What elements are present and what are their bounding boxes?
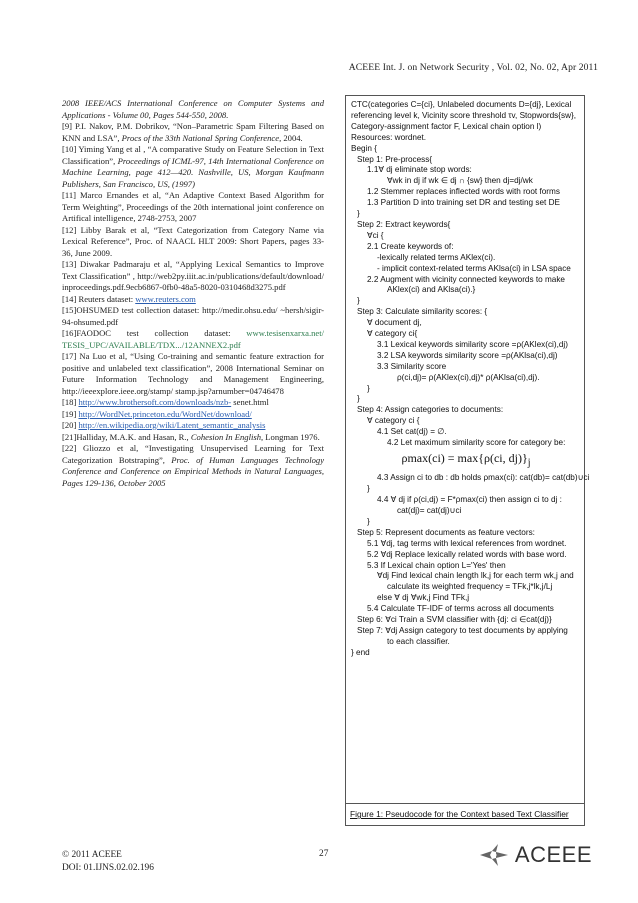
- aceee-logo-icon: [478, 842, 512, 868]
- pseudocode-line: 4.2 Let maximum similarity score for category be:: [387, 438, 566, 448]
- footer-info: [62, 849, 154, 874]
- pseudocode-line: 3.1 Lexical keywords similarity score =ρ(AKlex(ci),dj): [377, 339, 568, 349]
- references-column: [62, 98, 324, 489]
- pseudocode-line: - implicit context-related terms AKlsa(ci) in LSA space: [377, 263, 571, 273]
- reference-link[interactable]: http://en.wikipedia.org/wiki/Latent_semantic_analysis: [78, 420, 266, 430]
- reference-italic-text: 2008 IEEE/ACS International Conference on Computer Systems and Applications - Volume 00, Pages 544-550, 2008.: [62, 98, 324, 120]
- reference-text: [15]OHSUMED test collection dataset: http://medir.ohsu.edu/ ~hersh/sigir-94-ohsumed.pdf: [62, 305, 324, 327]
- pseudocode-line: }: [357, 209, 360, 219]
- pseudocode-line: Step 7: ∀dj Assign category to test documents by applying: [357, 625, 568, 635]
- pseudocode-line: cat(dj)= cat(dj)∪ci: [397, 506, 462, 516]
- pseudocode-line: 5.4 Calculate TF-IDF of terms across all documents: [367, 604, 554, 614]
- pseudocode-line: 2.2 Augment with vicinity connected keywords to make: [367, 274, 565, 284]
- pseudocode-line: Resources: wordnet.: [351, 132, 427, 142]
- pseudocode-line: 3.3 Similarity score: [377, 361, 447, 371]
- pseudocode-line: 1.3 Partition D into training set DR and testing set DE: [367, 198, 560, 208]
- reference-text: [22] Gliozzo et al, “Investigating Unsupervised Learning for Text Categorization Botstraping”,: [62, 443, 324, 465]
- reference-text: senet.html: [231, 397, 269, 407]
- pseudocode-line: ∀ci {: [367, 230, 384, 240]
- reference-r21: [62, 432, 324, 444]
- reference-r11: [62, 190, 324, 225]
- pseudocode-line: ∀ category ci{: [367, 329, 418, 339]
- pseudocode-line: }: [357, 394, 360, 404]
- reference-text: [14] Reuters dataset:: [62, 293, 136, 304]
- formula-subscript: j: [527, 457, 531, 469]
- logo-text: ACEEE: [514, 842, 592, 867]
- reference-text: [20]: [62, 420, 79, 430]
- pseudocode-line: ∀wk in dj if wk ∈ dj ∩ {sw} then dj=dj/wk: [387, 176, 533, 186]
- reference-link[interactable]: http://www.brothersoft.com/downloads/nzb-: [78, 397, 232, 407]
- max-similarity-formula: [351, 453, 581, 469]
- reference-text: [17] Na Luo et al, “Using Co-training and semantic feature extraction for positive and unlabeled text classification”, 2008 International Seminar on Future Information Technology and Management Engineering, http://ieeexplore.ieee.org/stamp/ stamp.jsp?arnumber=04746478: [62, 351, 324, 396]
- pseudocode-line: 5.1 ∀dj, tag terms with lexical references from wordnet.: [367, 538, 567, 548]
- reference-r15: [62, 305, 324, 328]
- pseudocode-line: 1.2 Stemmer replaces inflected words with root forms: [367, 187, 560, 197]
- pseudocode-line: CTC(categories C={ci}, Unlabeled documents D={dj}, Lexical: [351, 100, 572, 109]
- pseudocode-line: Begin {: [351, 143, 377, 153]
- pseudocode-line: 4.3 Assign ci to db : db holds ρmax(ci): cat(db)= cat(db)∪ci: [377, 473, 590, 483]
- pseudocode-line: 4.1 Set cat(dj) = ∅.: [377, 427, 447, 437]
- pseudocode-line: Step 2: Extract keywords{: [357, 219, 451, 229]
- pseudocode-line: -lexically related terms AKlex(ci).: [377, 252, 496, 262]
- pseudocode-line: 2.1 Create keywords of:: [367, 241, 454, 251]
- pseudocode-line: } end: [351, 647, 370, 657]
- pseudocode-line: ∀ document dj,: [367, 318, 422, 328]
- page-number: 27: [319, 849, 329, 859]
- doi-text: DOI: 01.IJNS.02.02.196: [62, 862, 154, 873]
- pseudocode-line: Step 5: Represent documents as feature vectors:: [357, 527, 535, 537]
- reference-r8-cont: [62, 98, 324, 121]
- pseudocode-line: Step 4: Assign categories to documents:: [357, 405, 504, 415]
- journal-header: ACEEE Int. J. on Network Security , Vol. 02, No. 02, Apr 2011: [348, 62, 598, 73]
- pseudocode-line: }: [357, 296, 360, 306]
- reference-r13: [62, 259, 324, 294]
- pseudocode-line: else ∀ dj ∀wk,j Find TFk,j: [377, 593, 470, 603]
- reference-link[interactable]: www.tesisenxarxa.net/ TESIS_UPC/AVAILABLE/TDX.../12ANNEX2.pdf: [62, 328, 324, 350]
- formula-text: ρmax(ci) = max{ρ(ci, dj)}: [401, 451, 528, 465]
- pseudocode-line: Category-assignment factor F, Lexical chain option l): [351, 121, 542, 131]
- pseudocode-line: Step 1: Pre-process{: [357, 154, 433, 164]
- figure-caption-text: Figure 1: Pseudocode for the Context based Text Classifier: [350, 809, 569, 820]
- pseudocode-line: 5.3 If Lexical chain option L='Yes' then: [367, 560, 506, 570]
- aceee-logo: [478, 842, 592, 868]
- reference-link[interactable]: www.reuters.com: [135, 293, 196, 304]
- reference-text: , Longman 1976.: [261, 431, 320, 442]
- reference-text: [13] Diwakar Padmaraju et al, “Applying Lexical Semantics to Improve Text Classification” , http://web2py.iiit.ac.in/publications/default/download/ inproceedings.pdf.9ecb6867-0fb0-48a5-8020-0310468d3275.pdf: [62, 259, 324, 292]
- figure-caption: [346, 803, 584, 825]
- reference-italic-text: Proc. of Human Languages Technology Conference and Conference on Empirical Methods in Natural Languages, Pages 129-136, October 2005: [62, 454, 325, 488]
- pseudocode-line: calculate its weighted frequency = TFk,j*lk,j/Lj: [387, 582, 553, 592]
- reference-r20: [62, 420, 324, 432]
- pseudocode-line: AKlex(ci) and AKlsa(ci).}: [387, 285, 476, 295]
- pseudocode-line: }: [367, 383, 370, 393]
- reference-r22: [62, 443, 324, 489]
- pseudocode-line: 3.2 LSA keywords similarity score =ρ(AKlsa(ci),dj): [377, 350, 558, 360]
- reference-text: [9] P.I. Nakov, P.M. Dobrikov, “Non–Parametric Spam Filtering Based on KNN and LSA”,: [62, 121, 324, 143]
- reference-text: [11] Marco Ernandes et al, “An Adaptive Context Based Algorithm for Term Weighting”, Proceedings of the 20th international joint conference on Artifical intelligence, 2748-2753, 2007: [62, 190, 324, 223]
- pseudocode-line: 1.1∀ dj eliminate stop words:: [367, 165, 472, 175]
- pseudocode-line: Step 6: ∀ci Train a SVM classifier with {dj: ci ∈cat(dj)}: [357, 615, 552, 625]
- pseudocode-line: 5.2 ∀dj Replace lexically related words with base word.: [367, 549, 567, 559]
- reference-text: , 2004.: [279, 132, 303, 143]
- reference-text: [18]: [62, 397, 79, 407]
- copyright-text: © 2011 ACEEE: [62, 850, 122, 860]
- reference-text: [10] Yiming Yang et al , “A comparative Study on Feature Selection in Text Classification”,: [62, 144, 324, 166]
- reference-italic-text: Procs of the 33th National Spring Conference: [121, 132, 280, 143]
- pseudocode-line: ∀dj Find lexical chain length lk,j for each term wk,j and: [377, 571, 574, 581]
- reference-text: [19]: [62, 408, 79, 419]
- pseudocode-line: 4.4 ∀ dj if ρ(ci,dj) = F*ρmax(ci) then assign ci to dj :: [377, 495, 562, 505]
- pseudocode-line: ρ(ci,dj)= ρ(AKlex(ci),dj)* ρ(AKlsa(ci),dj).: [397, 372, 540, 382]
- reference-r16: [62, 328, 324, 351]
- reference-text: [16]FAODOC test collection dataset:: [62, 328, 247, 338]
- pseudocode-block: [351, 100, 590, 659]
- pseudocode-figure: [345, 95, 590, 826]
- pseudocode-line: referencing level k, Vicinity score threshold τv, Stopwords{sw},: [351, 110, 577, 120]
- reference-r19: [62, 409, 324, 421]
- reference-text: [12] Libby Barak et al, “Text Categorization from Category Name via Lexical Reference”, Proc. of NAACL HLT 2009: Short Papers, pages 33-36, June 2009.: [62, 224, 324, 258]
- pseudocode-line: }: [367, 484, 370, 494]
- reference-text: [21]Halliday, M.A.K. and Hasan, R.,: [62, 431, 191, 442]
- reference-r18: [62, 397, 324, 409]
- reference-link[interactable]: http://WordNet.princeton.edu/WordNet/download/: [78, 408, 252, 419]
- pseudocode-line: Step 3: Calculate similarity scores: {: [357, 307, 488, 317]
- pseudocode-line: }: [367, 516, 370, 526]
- reference-italic-text: Proceedings of ICML-97, 14th International Conference on Machine Learning, page 412—420. Nashville, US, Morgan Kaufmann Publishers, San Francisco, US, (1997): [62, 155, 324, 189]
- reference-r10: [62, 144, 324, 190]
- pseudocode-line: to each classifier.: [387, 636, 450, 646]
- reference-italic-text: Cohesion In English: [190, 431, 261, 442]
- reference-r12: [62, 225, 324, 260]
- reference-r9: [62, 121, 324, 144]
- pseudocode-line: ∀ category ci {: [367, 416, 420, 426]
- reference-r17: [62, 351, 324, 397]
- reference-r14: [62, 294, 324, 306]
